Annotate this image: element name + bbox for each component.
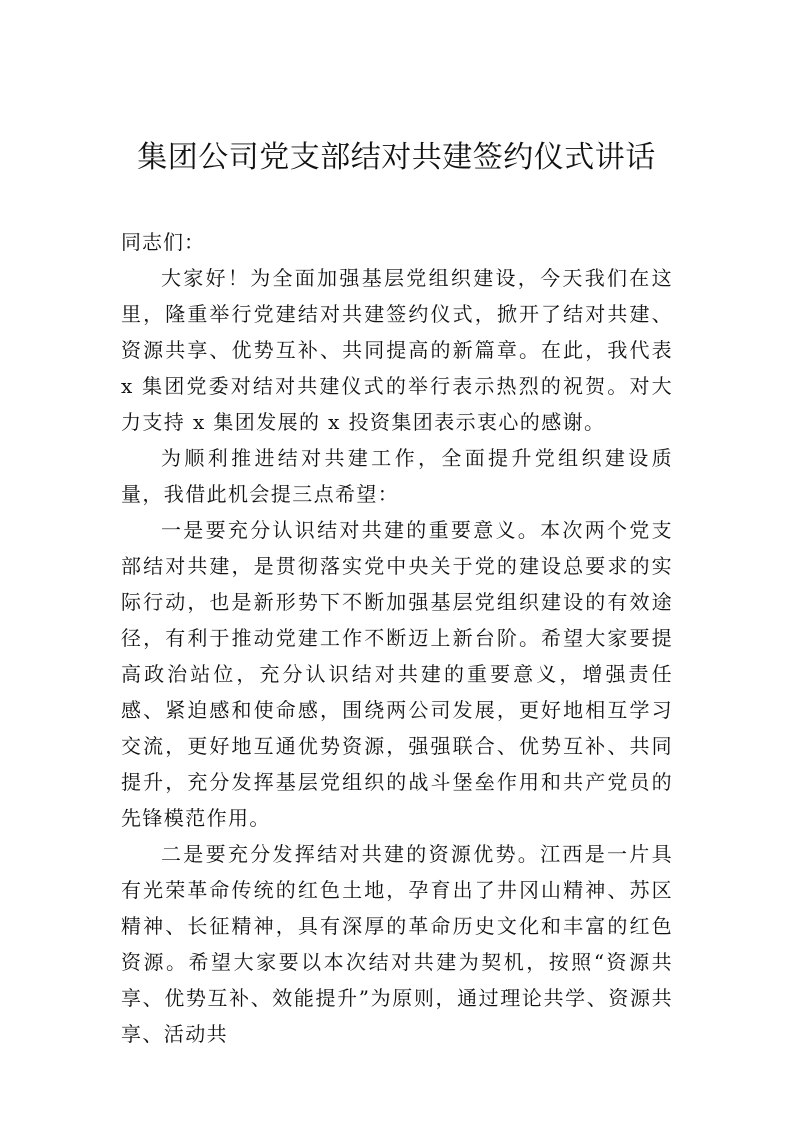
paragraph-point-one: 一是要充分认识结对共建的重要意义。本次两个党支部结对共建，是贯彻落实党中央关于党的建设总要求的实际行动，也是新形势下不断加强基层党组织建设的有效途径，有利于推动党建工作不断迈上新台阶。希望大家要提高政治站位，充分认识结对共建的重要意义，增强责任感、紧迫感和使命感，围绕两公司发展，更好地相互学习交流，更好地互通优势资源，强强联合、优势互补、共同提升，充分发挥基层党组织的战斗堡垒作用和共产党员的先锋模范作用。 — [121, 518, 673, 830]
paragraph-greeting: 大家好！为全面加强基层党组织建设，今天我们在这里，隆重举行党建结对共建签约仪式，掀开了结对共建、资源共享、优势互补、共同提高的新篇章。在此，我代表 x 集团党委对结对共建仪式的举行表示热烈的祝贺。对大力支持 x 集团发展的 x 投资集团表示衷心的感谢。 — [121, 266, 673, 434]
salutation: 同志们： — [121, 230, 205, 254]
paragraph-intro-hopes: 为顺利推进结对共建工作，全面提升党组织建设质量，我借此机会提三点希望： — [121, 446, 673, 506]
paragraph-point-two: 二是要充分发挥结对共建的资源优势。江西是一片具有光荣革命传统的红色土地，孕育出了井冈山精神、苏区精神、长征精神，具有深厚的革命历史文化和丰富的红色资源。希望大家要以本次结对共建为契机，按照“资源共享、优势互补、效能提升”为原则，通过理论共学、资源共享、活动共 — [121, 842, 673, 1046]
document-body — [121, 224, 673, 1052]
document-title: 集团公司党支部结对共建签约仪式讲话 — [137, 140, 656, 175]
